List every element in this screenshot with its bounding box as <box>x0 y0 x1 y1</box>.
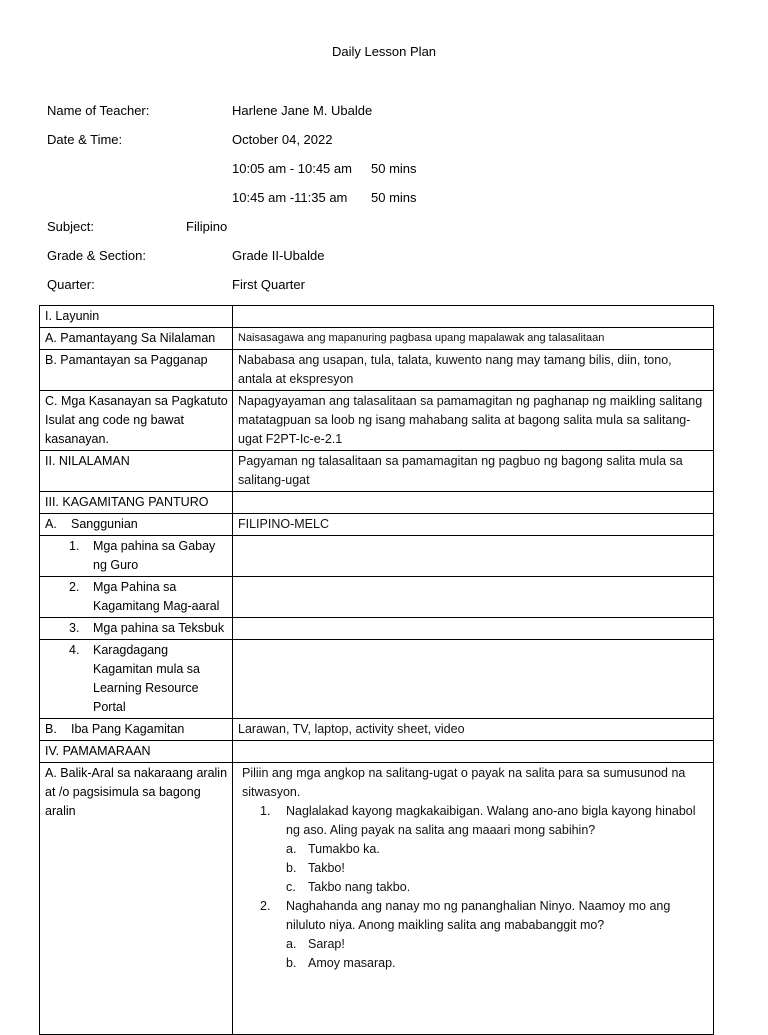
list-item <box>238 840 709 859</box>
option-text: Takbo nang takbo. <box>308 880 411 894</box>
row-content <box>233 492 714 514</box>
option-letter: c. <box>286 880 296 894</box>
item-label: Mga Pahina sa Kagamitang Mag-aaral <box>93 580 220 613</box>
duration-2: 50 mins <box>371 190 417 205</box>
list-item <box>238 859 709 878</box>
row-content <box>233 618 714 640</box>
table-row <box>40 391 714 451</box>
item-number: B. <box>45 722 57 736</box>
quarter-label: Quarter: <box>47 277 95 292</box>
row-heading <box>40 577 233 618</box>
row-content: Naisasagawa ang mapanuring pagbasa upang mapalawak ang talasalitaan <box>233 328 714 350</box>
row-content <box>233 577 714 618</box>
row-heading: III. KAGAMITANG PANTURO <box>40 492 233 514</box>
row-heading <box>40 536 233 577</box>
date-value: October 04, 2022 <box>232 132 333 147</box>
table-row <box>40 741 714 763</box>
row-heading <box>40 514 233 536</box>
item-label: Karagdagang Kagamitan mula sa Learning Resource Portal <box>93 643 201 714</box>
item-number: 2. <box>69 580 80 594</box>
row-content: Pagyaman ng talasalitaan sa pamamagitan ng pagbuo ng bagong salita mula sa salitang-ugat <box>233 451 714 492</box>
list-item <box>238 954 709 973</box>
item-number: A. <box>45 517 57 531</box>
row-content <box>233 640 714 719</box>
row-heading: IV. PAMAMARAAN <box>40 741 233 763</box>
teacher-label: Name of Teacher: <box>47 103 150 118</box>
item-number: 1. <box>260 804 271 818</box>
question-text: Naglalakad kayong magkakaibigan. Walang ano-ano bigla kayong hinabol ng aso. Aling payak na salita ang maaari mong sabihin? <box>286 804 696 837</box>
option-letter: b. <box>286 861 297 875</box>
row-heading: B. Pamantayan sa Pagganap <box>40 350 233 391</box>
table-row <box>40 640 714 719</box>
date-label: Date & Time: <box>47 132 123 147</box>
instruction-text: Piliin ang mga angkop na salitang-ugat o payak na salita para sa sumusunod na sitwasyon. <box>242 766 686 799</box>
row-content: Larawan, TV, laptop, activity sheet, video <box>233 719 714 741</box>
option-text: Takbo! <box>308 861 345 875</box>
option-text: Tumakbo ka. <box>308 842 380 856</box>
table-row <box>40 763 714 1035</box>
row-content: Napagyayaman ang talasalitaan sa pamamagitan ng paghanap ng maikling salitang matatagpuan sa loob ng isang mahabang salita at bagong salita mula sa salitang-ugat F2PT-Ic-e-2.1 <box>233 391 714 451</box>
table-row <box>40 719 714 741</box>
table-row <box>40 492 714 514</box>
time-slot-1: 10:05 am - 10:45 am <box>232 161 352 176</box>
row-heading: A. Pamantayang Sa Nilalaman <box>40 328 233 350</box>
row-heading: C. Mga Kasanayan sa Pagkatuto Isulat ang code ng bawat kasanayan. <box>40 391 233 451</box>
duration-1: 50 mins <box>371 161 417 176</box>
row-content <box>233 306 714 328</box>
table-row <box>40 514 714 536</box>
row-heading <box>40 640 233 719</box>
row-content: Nababasa ang usapan, tula, talata, kuwento nang may tamang bilis, diin, tono, antala at ekspresyon <box>233 350 714 391</box>
row-heading: A. Balik-Aral sa nakaraang aralin at /o pagsisimula sa bagong aralin <box>40 763 233 1035</box>
time-slot-2: 10:45 am -11:35 am <box>232 190 348 205</box>
table-row <box>40 328 714 350</box>
item-label: Mga pahina sa Teksbuk <box>93 621 225 635</box>
row-heading <box>40 719 233 741</box>
item-number: 2. <box>260 899 271 913</box>
option-text: Sarap! <box>308 937 345 951</box>
item-label: Mga pahina sa Gabay ng Guro <box>93 539 216 572</box>
lesson-plan-table <box>39 305 714 1035</box>
page-title: Daily Lesson Plan <box>331 44 437 59</box>
grade-value: Grade II-Ubalde <box>232 248 325 263</box>
item-label: Iba Pang Kagamitan <box>71 722 185 736</box>
table-row <box>40 577 714 618</box>
question-text: Naghahanda ang nanay mo ng pananghalian Ninyo. Naamoy mo ang niluluto niya. Anong maikling salita ang mababanggit mo? <box>286 899 671 932</box>
item-label: Sanggunian <box>71 517 138 531</box>
teacher-value: Harlene Jane M. Ubalde <box>232 103 373 118</box>
subject-value: Filipino <box>186 219 228 234</box>
row-heading: II. NILALAMAN <box>40 451 233 492</box>
list-item <box>238 802 709 840</box>
row-content <box>233 536 714 577</box>
item-number: 4. <box>69 643 80 657</box>
table-row <box>40 350 714 391</box>
item-number: 3. <box>69 621 80 635</box>
grade-label: Grade & Section: <box>47 248 146 263</box>
list-item <box>238 897 709 935</box>
row-heading <box>40 618 233 640</box>
option-text: Amoy masarap. <box>308 956 396 970</box>
table-row <box>40 536 714 577</box>
table-row <box>40 451 714 492</box>
option-letter: a. <box>286 937 297 951</box>
table-row <box>40 306 714 328</box>
row-heading: I. Layunin <box>40 306 233 328</box>
option-letter: a. <box>286 842 297 856</box>
item-number: 1. <box>69 539 80 553</box>
option-letter: b. <box>286 956 297 970</box>
row-content <box>233 741 714 763</box>
list-item <box>238 878 709 897</box>
row-content: FILIPINO-MELC <box>233 514 714 536</box>
table-row <box>40 618 714 640</box>
list-item <box>238 935 709 954</box>
row-content <box>233 763 714 1035</box>
subject-label: Subject: <box>47 219 94 234</box>
quarter-value: First Quarter <box>232 277 305 292</box>
